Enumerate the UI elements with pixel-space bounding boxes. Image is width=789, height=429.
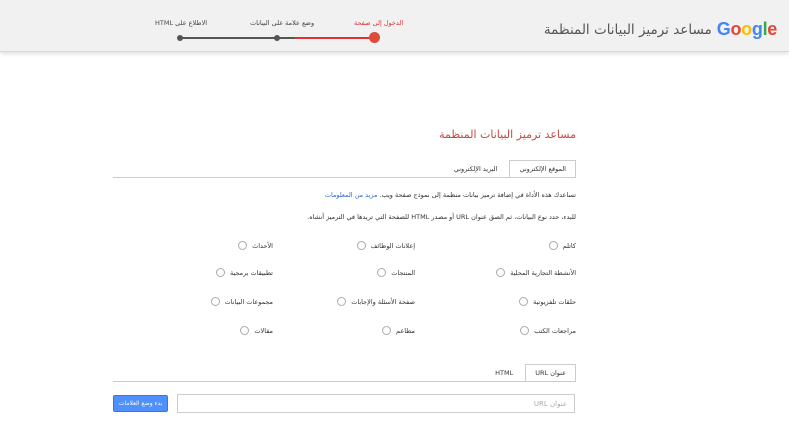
step-1-dot <box>369 32 380 43</box>
tab-email[interactable]: البريد الإلكتروني <box>453 165 498 173</box>
data-type-option[interactable]: كاتلم <box>549 241 576 250</box>
radio-button[interactable] <box>216 268 225 277</box>
radio-button[interactable] <box>549 241 558 250</box>
logo-letter: o <box>730 19 742 39</box>
tab-url[interactable]: عنوان URL <box>525 364 576 381</box>
start-tagging-button[interactable]: بدء وضع العلامات <box>113 395 168 412</box>
data-type-option[interactable]: مجموعات البيانات <box>211 297 273 306</box>
data-type-option[interactable]: الأحداث <box>238 241 273 250</box>
radio-button[interactable] <box>240 326 249 335</box>
logo-letter: l <box>762 19 768 39</box>
radio-button[interactable] <box>520 326 529 335</box>
app-title: مساعد ترميز البيانات المنظمة <box>543 21 712 38</box>
logo-letter: g <box>751 19 763 39</box>
logo-letter: o <box>741 19 752 39</box>
tabs-divider <box>113 177 576 178</box>
data-type-option[interactable]: المنتجات <box>377 268 415 277</box>
progress-stepper <box>0 0 789 52</box>
radio-button[interactable] <box>519 297 528 306</box>
radio-button[interactable] <box>337 297 346 306</box>
radio-button[interactable] <box>496 268 505 277</box>
radio-button[interactable] <box>238 241 247 250</box>
step-3-label: الاطلاع على HTML <box>155 19 208 27</box>
data-type-option[interactable]: الأنشطة التجارية المحلية <box>496 268 576 277</box>
radio-button[interactable] <box>377 268 386 277</box>
logo-letter: G <box>716 19 731 39</box>
data-type-option[interactable]: صفحة الأسئلة والإجابات <box>337 297 415 306</box>
input-tabs-divider <box>113 381 576 382</box>
tab-website[interactable]: الموقع الإلكتروني <box>509 160 576 177</box>
data-type-option[interactable]: مقالات <box>240 326 273 335</box>
radio-button[interactable] <box>382 326 391 335</box>
step-2-label: وضع علامة على البيانات <box>250 19 315 27</box>
data-type-option[interactable]: مطاعم <box>382 326 415 335</box>
step-2-dot <box>274 35 280 41</box>
step-3-dot <box>177 35 183 41</box>
instructions: للبدء، حدد نوع البيانات، ثم الصق عنوان URL أو مصدر HTML للصفحة التي تريدها في الترميز أنشاه. <box>307 213 576 221</box>
learn-more-link[interactable]: مزيد من المعلومات <box>324 191 378 199</box>
description <box>325 191 576 199</box>
top-bar <box>0 0 789 52</box>
radio-button[interactable] <box>357 241 366 250</box>
radio-button[interactable] <box>211 297 220 306</box>
page-title: مساعد ترميز البيانات المنظمة <box>439 128 576 141</box>
step-1-label: الدخول إلى صفحة <box>354 19 404 27</box>
input-tabs <box>483 364 576 381</box>
data-type-option[interactable]: حلقات تلفزيونية <box>519 297 576 306</box>
source-tabs <box>442 160 576 177</box>
data-type-option[interactable]: إعلانات الوظائف <box>357 241 415 250</box>
tab-html[interactable]: HTML <box>495 369 514 377</box>
data-type-option[interactable]: مراجعات الكتب <box>520 326 576 335</box>
data-type-option[interactable]: تطبيقات برمجية <box>216 268 273 277</box>
url-input[interactable] <box>177 394 575 413</box>
description-text: تساعدك هذه الأداة في إضافة ترميز بيانات منظمة إلى نموذج صفحة ويب. <box>379 191 576 199</box>
logo-letter: e <box>767 19 777 39</box>
